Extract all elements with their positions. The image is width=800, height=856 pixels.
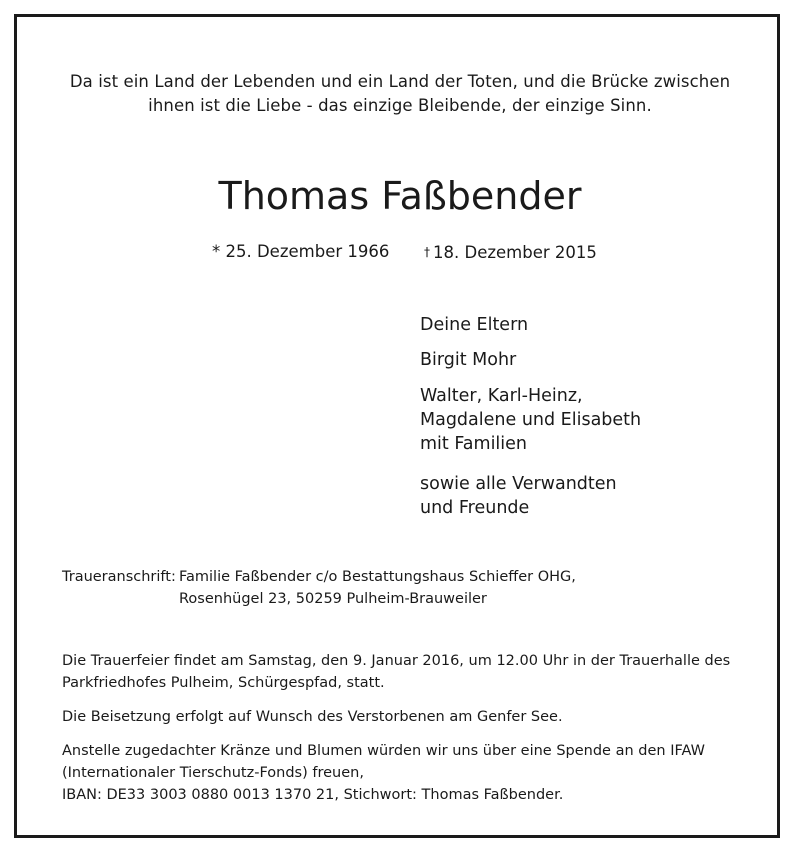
mourner-siblings <box>420 384 760 456</box>
mourner-line: und Freunde <box>420 498 530 518</box>
notice-line: IBAN: DE33 3003 0880 0013 1370 21, Stichwort: Thomas Faßbender. <box>62 787 564 803</box>
quote-line: ihnen ist die Liebe - das einzige Bleibende, der einzige Sinn. <box>148 96 652 115</box>
notice-line: Anstelle zugedachter Kränze und Blumen würden wir uns über eine Spende an den IFAW <box>62 743 705 759</box>
burial-notice: Die Beisetzung erfolgt auf Wunsch des Verstorbenen am Genfer See. <box>62 709 563 725</box>
death-date-group <box>424 241 597 264</box>
birth-date: * 25. Dezember 1966 <box>212 242 390 261</box>
mourner-line: Walter, Karl-Heinz, <box>420 386 583 406</box>
ceremony-notice <box>62 650 752 694</box>
notice-line: Parkfriedhofes Pulheim, Schürgespfad, statt. <box>62 675 385 691</box>
address-line: Rosenhügel 23, 50259 Pulheim-Brauweiler <box>179 591 487 607</box>
deceased-name: Thomas Faßbender <box>218 174 582 218</box>
mourner-parents: Deine Eltern <box>420 315 529 335</box>
donation-notice <box>62 740 752 806</box>
cross-symbol: † <box>424 245 430 259</box>
notice-line: Die Trauerfeier findet am Samstag, den 9. Januar 2016, um 12.00 Uhr in der Trauerhalle des <box>62 653 731 669</box>
mourner-partner: Birgit Mohr <box>420 350 517 370</box>
mourner-others <box>420 472 760 520</box>
mourner-line: sowie alle Verwandten <box>420 474 617 494</box>
address-label: Traueranschrift: <box>62 569 176 585</box>
notice-line: (Internationaler Tierschutz-Fonds) freuen, <box>62 765 364 781</box>
mourner-line: mit Familien <box>420 434 528 454</box>
death-date: 18. Dezember 2015 <box>433 243 597 262</box>
memorial-quote <box>60 70 740 118</box>
address-line: Familie Faßbender c/o Bestattungshaus Schieffer OHG, <box>179 569 576 585</box>
mourner-line: Magdalene und Elisabeth <box>420 410 642 430</box>
quote-line: Da ist ein Land der Lebenden und ein Land der Toten, und die Brücke zwischen <box>69 72 731 91</box>
